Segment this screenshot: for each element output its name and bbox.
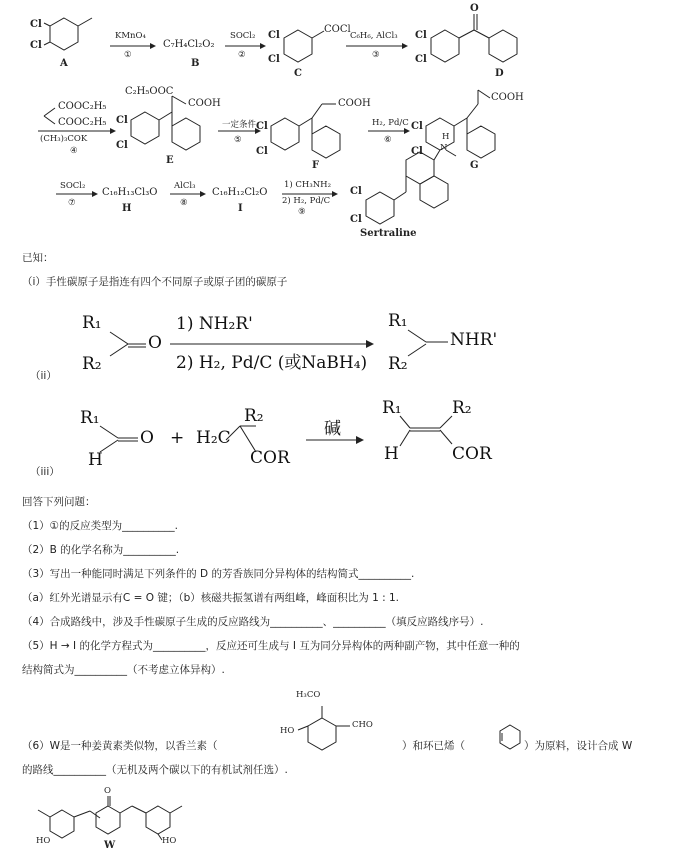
ring-G2 (467, 126, 495, 158)
question-5-line2: 结构简式为__________（不考虑立体异构）. (22, 664, 225, 676)
ring-W3 (146, 806, 170, 834)
iii-H: H (88, 450, 103, 470)
compound-H-label: H (122, 203, 132, 214)
iii-prod-COR: COR (452, 444, 492, 464)
ii-prod-R1: R₁ (388, 311, 408, 331)
question-1: （1）①的反应类型为__________. (22, 520, 178, 532)
ring-E1 (131, 112, 159, 144)
ii-tag: （ii） (30, 370, 57, 382)
compound-C-label: C (294, 68, 302, 79)
atom-cl: Cl (411, 121, 423, 132)
step-5: ⑤ (234, 135, 242, 145)
atom-cl: Cl (256, 121, 268, 132)
ring-F2 (312, 126, 340, 158)
question-3: （3）写出一种能同时满足下列条件的 D 的芳香族同分异构体的结构简式__________. (22, 568, 415, 580)
atom-cl: Cl (350, 186, 362, 197)
ring-vanillin (308, 718, 336, 750)
atom-cl: Cl (116, 140, 128, 151)
atom-cl: Cl (30, 19, 42, 30)
iii-H2C: H₂C (196, 428, 231, 448)
atom-cl: Cl (350, 214, 362, 225)
known-heading: 已知： (22, 252, 54, 264)
step-4: ④ (70, 146, 78, 156)
iii-tag: （iii） (30, 466, 60, 478)
iii-prod-H: H (384, 444, 399, 464)
compound-I-label: I (238, 203, 243, 214)
malonate-bottom: COOC₂H₅ (58, 117, 107, 128)
question-6-line2: 的路线__________（无机及两个碳以下的有机试剂任选）. (22, 764, 288, 776)
atom-cl: Cl (268, 30, 280, 41)
W-O: O (104, 786, 111, 796)
iii-plus: + (170, 428, 185, 448)
reagent-3: C₆H₆, AlCl₃ (350, 31, 398, 41)
ii-O: O (148, 333, 162, 353)
W-HO-left: HO (36, 836, 51, 846)
ring-F1 (271, 118, 299, 150)
E-ester: C₂H₅OOC (125, 86, 174, 97)
question-6-a: （6）W是一种姜黄素类似物，以香兰素（ (22, 740, 218, 752)
ring-W1 (50, 810, 74, 838)
vanillin-cho: CHO (352, 720, 373, 730)
question-6-b: ）和环已烯（ (402, 740, 465, 752)
step-6: ⑥ (384, 135, 392, 145)
ring-cyclohexene (500, 725, 520, 749)
questions-intro: 回答下列问题： (22, 496, 96, 508)
ring-S3 (420, 176, 448, 208)
G-acid: COOH (491, 92, 524, 103)
ring-E2 (172, 118, 200, 150)
product-sertraline-label: Sertraline (360, 228, 417, 239)
compound-E-label: E (166, 155, 174, 166)
atom-cl: Cl (256, 146, 268, 157)
E-acid: COOH (188, 98, 221, 109)
malonate-top: COOC₂H₅ (58, 101, 107, 112)
known-item-i: （ⅰ）手性碳原子是指连有四个不同原子或原子团的碳原子 (22, 276, 288, 288)
reagent-9b: 2) H₂, Pd/C (282, 196, 331, 206)
reagent-8: AlCl₃ (174, 181, 196, 191)
atom-cl: Cl (415, 54, 427, 65)
ring-A (50, 18, 78, 50)
ii-condition-1: 1) NH₂R' (176, 314, 253, 334)
reagent-2: SOCl₂ (230, 31, 256, 41)
W-HO-right: HO (162, 836, 177, 846)
vanillin-oh: HO (280, 726, 295, 736)
atom-cl: Cl (268, 54, 280, 65)
atom-cl: Cl (30, 40, 42, 51)
compound-F-label: F (312, 160, 320, 171)
ii-R1: R₁ (82, 313, 102, 333)
amine-N: N (440, 143, 448, 153)
vanillin-ome: H₃CO (296, 690, 321, 700)
ring-D1 (431, 30, 459, 62)
iii-prod-R2: R₂ (452, 398, 472, 418)
ii-product-group: NHR' (450, 330, 498, 350)
atom-o: O (470, 3, 479, 14)
question-5-line1: （5）H → I 的化学方程式为__________，反应还可生成与 I 互为同分异构体的两种副产物，其中任意一种的 (22, 640, 520, 652)
step-3: ③ (372, 50, 380, 60)
ring-D2 (489, 30, 517, 62)
ii-R2: R₂ (82, 354, 102, 374)
ring-C (284, 30, 312, 62)
step-8: ⑧ (180, 198, 188, 208)
step-9: ⑨ (298, 207, 306, 217)
iii-R1: R₁ (80, 408, 100, 428)
atom-cl: Cl (415, 30, 427, 41)
compound-B-formula: C₇H₄Cl₂O₂ (163, 39, 215, 50)
reagent-1: KMnO₄ (115, 31, 146, 41)
question-6-c: ）为原料，设计合成 W (524, 740, 633, 752)
C-group: COCl (324, 24, 351, 35)
question-3-conditions: （a）红外光谱显示有C = O 键；（b）核磁共振氢谱有两组峰，峰面积比为 1 : 1. (22, 592, 400, 604)
atom-cl: Cl (116, 115, 128, 126)
iii-O: O (140, 428, 154, 448)
question-2: （2）B 的化学名称为__________. (22, 544, 180, 556)
base-reagent: (CH₃)₃COK (40, 134, 88, 144)
compound-A-label: A (60, 58, 68, 69)
iii-R2: R₂ (244, 406, 264, 426)
compound-D-label: D (495, 68, 504, 79)
step-7: ⑦ (68, 198, 76, 208)
reagent-6: H₂, Pd/C (372, 118, 409, 128)
step-1: ① (124, 50, 132, 60)
compound-B-label: B (191, 58, 200, 69)
atom-cl: Cl (411, 146, 423, 157)
question-4: （4）合成路线中，涉及手性碳原子生成的反应路线为__________、__________（填反应路线序号）. (22, 616, 484, 628)
compound-G-label: G (470, 160, 479, 171)
W-label: W (104, 840, 116, 851)
reagent-9a: 1) CH₃NH₂ (284, 180, 332, 190)
ring-W2 (96, 806, 120, 834)
F-acid: COOH (338, 98, 371, 109)
step-2: ② (238, 50, 246, 60)
iii-base: 碱 (324, 419, 341, 439)
ii-prod-R2: R₂ (388, 354, 408, 374)
iii-prod-R1: R₁ (382, 398, 402, 418)
iii-COR: COR (250, 448, 290, 468)
amine-H: H (442, 132, 450, 142)
ii-condition-2: 2) H₂, Pd/C (或NaBH₄) (176, 353, 368, 373)
reagent-7: SOCl₂ (60, 181, 86, 191)
compound-I-formula: C₁₆H₁₂Cl₂O (212, 187, 268, 198)
ring-S1 (366, 192, 394, 224)
reagent-5: 一定条件 (222, 120, 257, 130)
compound-H-formula: C₁₆H₁₃Cl₃O (102, 187, 158, 198)
